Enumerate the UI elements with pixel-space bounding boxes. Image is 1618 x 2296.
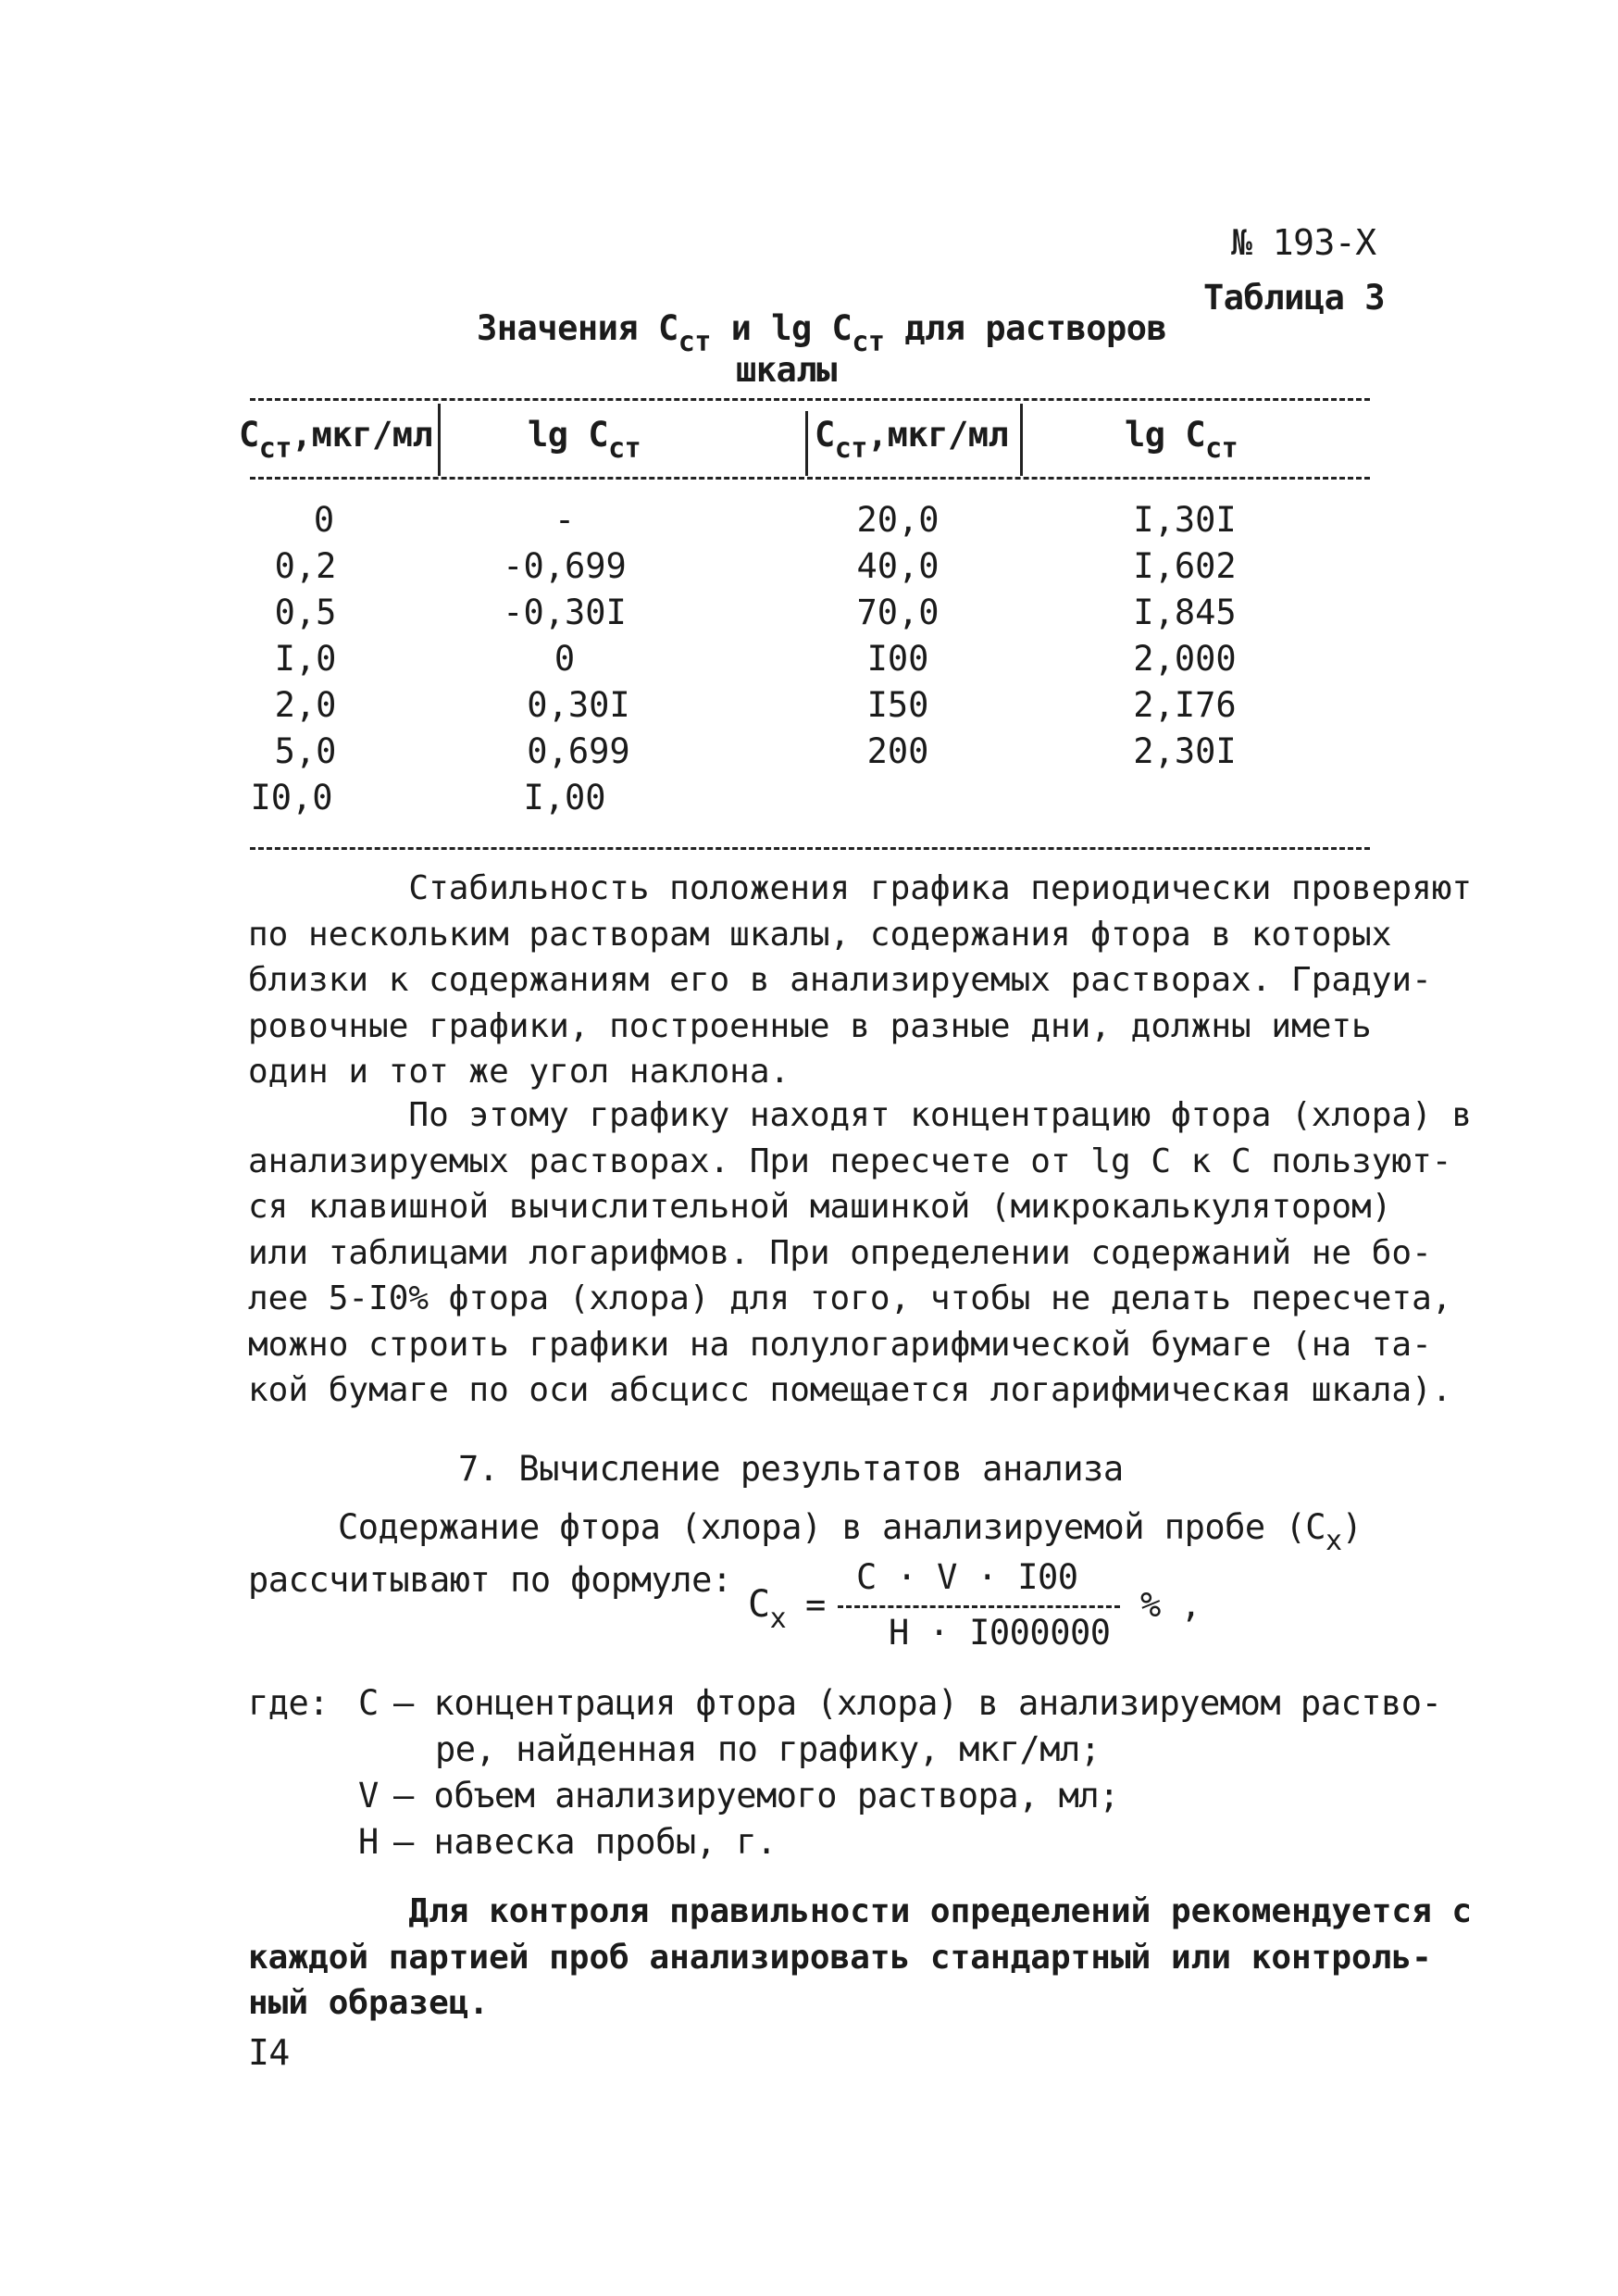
fraction-bar — [838, 1605, 1120, 1608]
document-number: № 193-Х — [1231, 222, 1376, 263]
text-line: можно строить графики на полулогарифмической бумаге (на та- — [248, 1325, 1432, 1364]
header-c-st-2-unit: ,мкг/мл — [866, 415, 1009, 455]
table-cell: 2,I76 — [1133, 685, 1237, 725]
text-line: лее 5-I0% фтора (хлора) для того, чтобы не делать пересчета, — [248, 1279, 1452, 1317]
text-line: По этому графику находят концентрацию фтора (хлора) в — [248, 1096, 1473, 1134]
table-cell: I,30I — [1133, 500, 1237, 540]
header-c-st-sub: ст — [258, 432, 292, 465]
formula-intro-line2: рассчитывают по формуле: — [248, 1560, 732, 1600]
text-line: ровочные графики, построенные в разные дни, должны иметь — [248, 1006, 1372, 1045]
table-title-line2: шкалы — [736, 350, 837, 390]
where-symbol-h: H — [358, 1822, 379, 1862]
header-c-st-unit: ,мкг/мл — [291, 415, 433, 455]
text-line: Для контроля правильности определений рекомендуется с — [248, 1892, 1473, 1930]
table-cell: I,845 — [1133, 593, 1237, 632]
table-cell: I,0 — [274, 639, 337, 679]
formula-lhs-sub: x — [769, 1603, 787, 1635]
text-line: по нескольким растворам шкалы, содержания фтора в которых — [248, 915, 1392, 954]
text-line: Стабильность положения графика периодически проверяют — [248, 869, 1473, 907]
header-lg-sub: ст — [608, 432, 641, 465]
where-label: где: — [248, 1683, 330, 1723]
table-cell: 70,0 — [856, 593, 940, 632]
header-c-st-2-sub: ст — [834, 432, 867, 465]
text-line: каждой партией проб анализировать стандартный или контроль- — [248, 1938, 1432, 1977]
table-cell: 40,0 — [856, 546, 940, 586]
header-lg-2-main: lg C — [1125, 415, 1206, 455]
table-cell: 0 — [554, 639, 576, 679]
table-cell: 5,0 — [274, 731, 337, 771]
title-part2: и lg C — [710, 308, 853, 348]
page-number: I4 — [248, 2032, 290, 2073]
where-text-c: – концентрация фтора (хлора) в анализируемом раство- — [393, 1683, 1442, 1723]
table-cell: 0,2 — [274, 546, 337, 586]
title-part1: Значения C — [477, 308, 678, 348]
table-cell: - — [554, 500, 576, 540]
text-line: близки к содержаниям его в анализируемых растворах. Градуи- — [248, 961, 1432, 999]
paragraph-control — [248, 1889, 1472, 2027]
where-text-v: – объем анализируемого раствора, мл; — [393, 1776, 1119, 1816]
table-label: Таблица 3 — [1203, 278, 1385, 318]
header-c-st-2 — [815, 415, 1009, 465]
formula-lhs — [748, 1583, 787, 1635]
header-lg-c-st-2 — [1125, 415, 1238, 465]
formula-intro-text: Содержание фтора (хлора) в анализируемой пробе (C — [338, 1507, 1326, 1547]
table-cell: -0,699 — [503, 546, 627, 586]
title-sub1: ст — [678, 326, 711, 358]
formula-equals: = — [805, 1585, 826, 1625]
formula-unit: % , — [1140, 1585, 1201, 1625]
table-cell: 2,000 — [1133, 639, 1237, 679]
table-cell: 20,0 — [856, 500, 940, 540]
table-divider-2 — [805, 411, 808, 476]
header-lg-main: lg C — [528, 415, 609, 455]
header-lg-2-sub: ст — [1205, 432, 1238, 465]
formula-intro-sub: x — [1326, 1525, 1342, 1557]
header-lg-c-st — [528, 415, 641, 465]
table-cell: 0,699 — [527, 731, 630, 771]
text-line: или таблицами логарифмов. При определении содержаний не бо- — [248, 1233, 1432, 1272]
table-cell: I,00 — [523, 778, 606, 817]
table-cell: 2,30I — [1133, 731, 1237, 771]
title-sub2: ст — [852, 326, 885, 358]
table-cell: 200 — [866, 731, 929, 771]
paragraph-concentration — [248, 1092, 1472, 1414]
table-cell: I00 — [866, 639, 929, 679]
table-cell: -0,30I — [503, 593, 627, 632]
formula-lhs-symbol: C — [748, 1583, 770, 1626]
where-text-h: – навеска пробы, г. — [393, 1822, 777, 1862]
table-divider-3 — [1020, 404, 1023, 476]
where-symbol-c: C — [358, 1683, 379, 1723]
table-title — [477, 308, 1167, 358]
section-heading: 7. Вычисление результатов анализа — [458, 1449, 1124, 1489]
title-part3: для растворов — [884, 308, 1167, 348]
table-cell: I50 — [866, 685, 929, 725]
table-cell: I0,0 — [250, 778, 333, 817]
header-c-st-main: C — [239, 415, 259, 455]
where-symbol-v: V — [358, 1776, 379, 1816]
text-line: ся клавишной вычислительной машинкой (микрокалькулятором) — [248, 1188, 1392, 1226]
text-line: один и тот же угол наклона. — [248, 1053, 790, 1091]
table-divider-1 — [438, 404, 441, 476]
header-c-st — [239, 415, 433, 465]
table-header-rule — [250, 477, 1370, 480]
table-cell: I,602 — [1133, 546, 1237, 586]
header-c-st-2-main: C — [815, 415, 835, 455]
formula-intro-end: ) — [1341, 1507, 1363, 1547]
table-bottom-rule — [250, 847, 1370, 850]
formula-denominator: H · I000000 — [889, 1613, 1111, 1653]
where-text-c-cont: ре, найденная по графику, мкг/мл; — [435, 1729, 1101, 1769]
text-line: анализируемых растворах. При пересчете от lg C к C пользуют- — [248, 1142, 1452, 1180]
table-cell: 2,0 — [274, 685, 337, 725]
formula-numerator: C · V · I00 — [856, 1557, 1078, 1597]
paragraph-graph-stability — [248, 866, 1472, 1095]
formula-intro-line1 — [338, 1507, 1363, 1557]
text-line: ный образец. — [248, 1984, 490, 2022]
text-line: кой бумаге по оси абсцисс помещается логарифмическая шкала). — [248, 1371, 1452, 1409]
table-cell: 0 — [313, 500, 335, 540]
table-cell: 0,30I — [527, 685, 630, 725]
table-cell: 0,5 — [274, 593, 337, 632]
table-top-rule — [250, 398, 1370, 401]
